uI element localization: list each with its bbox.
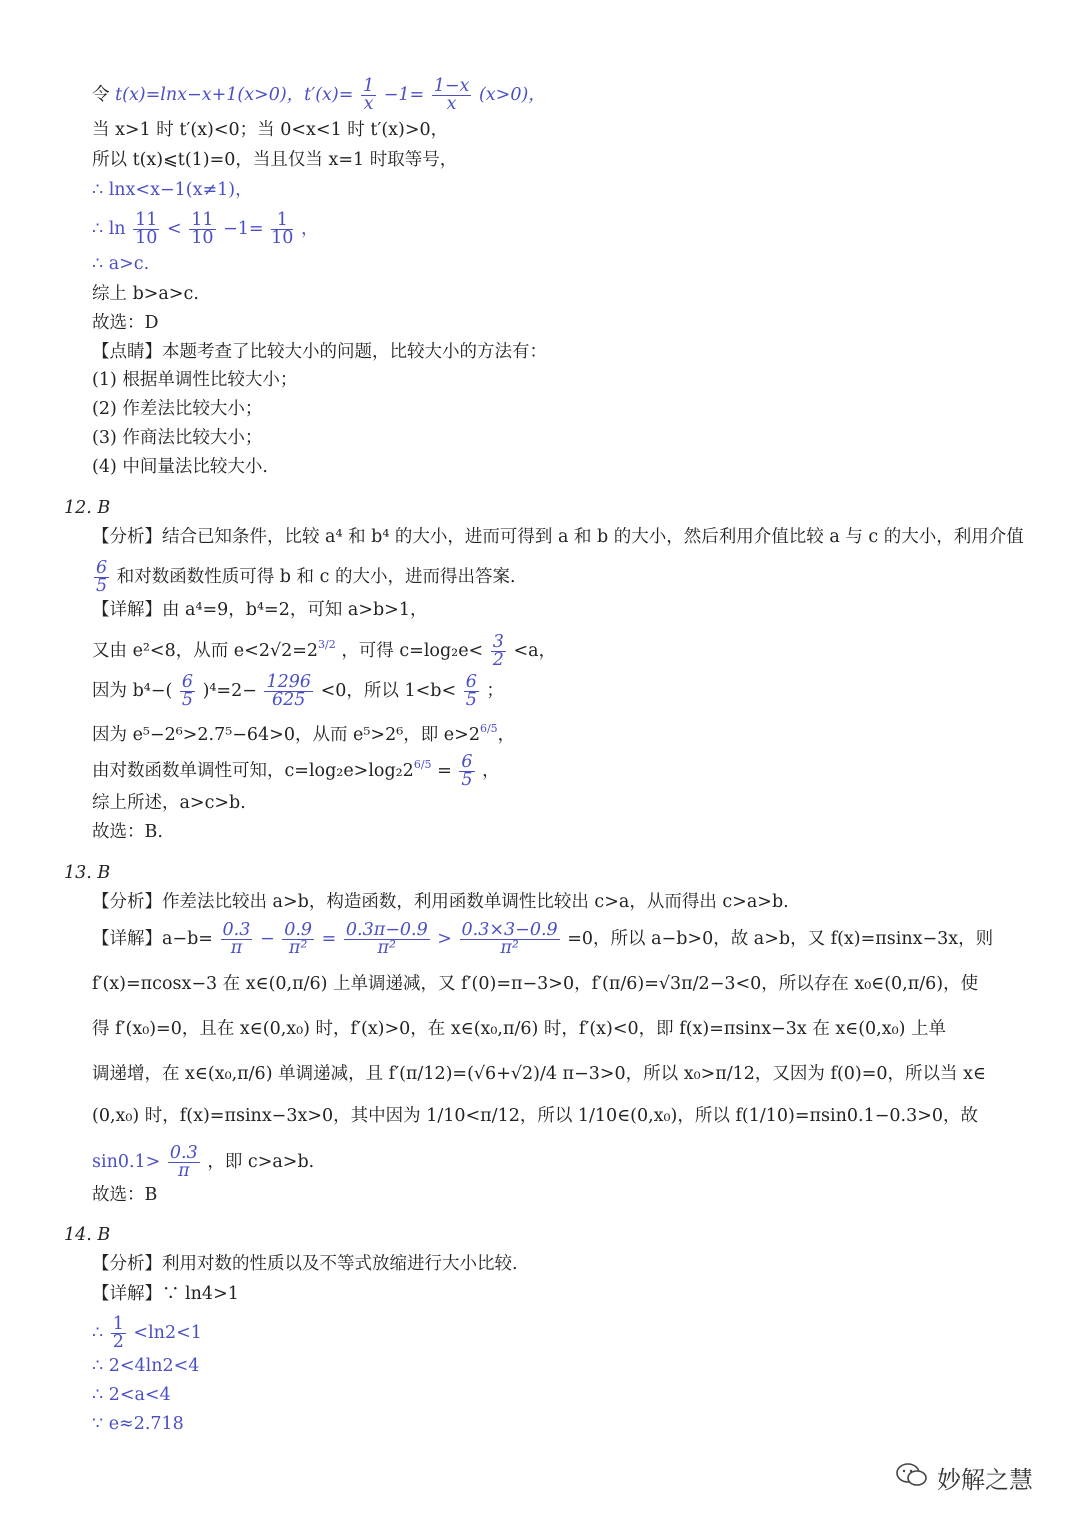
- text: )⁴=2−: [202, 681, 257, 701]
- fraction: [464, 674, 479, 709]
- fraction: [189, 212, 215, 247]
- numerator: 1: [271, 212, 293, 230]
- denominator: 5: [181, 690, 193, 710]
- line-1: [92, 78, 546, 113]
- math: −1=: [383, 85, 425, 105]
- denominator: π²: [377, 938, 397, 958]
- denominator: 5: [461, 770, 473, 790]
- q13-detail-1: [92, 922, 993, 957]
- fraction: [344, 922, 430, 957]
- q12-analysis-1: 【分析】结合已知条件，比较 a⁴ 和 b⁴ 的大小，进而可得到 a 和 b 的大小，然后利用介值比较 a 与 c 的大小，利用介值: [92, 527, 1024, 547]
- q12-detail-3: [92, 674, 504, 709]
- numerator: 1296: [266, 672, 312, 692]
- text: 因为 b⁴−(: [92, 681, 173, 701]
- q14-analysis-1: 【分析】利用对数的性质以及不等式放缩进行大小比较.: [92, 1254, 518, 1274]
- q14-detail-4: ∴ 2<a<4: [92, 1385, 171, 1405]
- text: ∴: [92, 1323, 109, 1343]
- line-4: ∴ lnx<x−1(x≠1)，: [92, 180, 253, 200]
- line-9: 【点睛】本题考查了比较大小的问题，比较大小的方法有：: [92, 342, 547, 362]
- denominator: π²: [500, 938, 519, 958]
- text: 又由 e²<8，从而 e<2√2=2: [92, 641, 319, 661]
- line-12: (3) 作商法比较大小；: [92, 428, 263, 448]
- q13-detail-4: 调递增，在 x∈(x₀,π/6) 单调递减，且 f′(π/12)=(√6+√2)/4 π−3>0，所以 x₀>π/12，又因为 f(0)=0，所以当 x∈: [92, 1064, 986, 1084]
- q14-detail-5: ∵ e≈2.718: [92, 1414, 184, 1434]
- q13-detail-6: [92, 1145, 314, 1180]
- q14-detail-2: [92, 1316, 202, 1351]
- denominator: 5: [96, 576, 108, 596]
- fraction: [491, 634, 506, 669]
- fraction: [168, 1145, 200, 1180]
- text: =: [321, 929, 337, 949]
- fraction: [460, 922, 560, 957]
- line-10: (1) 根据单调性比较大小；: [92, 370, 298, 390]
- q13-analysis-1: 【分析】作差法比较出 a>b，构造函数，利用函数单调性比较出 c>a，从而得出 c>a>b.: [92, 892, 789, 912]
- text: ，即 c>a>b.: [207, 1152, 315, 1172]
- text: <: [167, 219, 182, 239]
- q12-detail-4: [92, 717, 515, 747]
- math: t(x)=lnx−x+1(x>0)，t′(x)=: [115, 85, 354, 105]
- superscript: 6/5: [413, 758, 432, 771]
- text: 由对数函数单调性可知，c=log₂e>log₂2: [92, 761, 414, 781]
- text: −: [259, 929, 275, 949]
- q14-detail-3: ∴ 2<4ln2<4: [92, 1356, 200, 1376]
- text: ，: [301, 219, 319, 239]
- text: sin0.1>: [92, 1152, 161, 1172]
- fraction: [180, 674, 195, 709]
- line-5: [92, 212, 319, 247]
- q13-detail-7: 故选：B: [92, 1185, 158, 1205]
- text: −1=: [223, 219, 264, 239]
- numerator: 0.3: [222, 920, 251, 940]
- denominator: π: [230, 938, 243, 958]
- numerator: 0.3×3−0.9: [461, 920, 558, 940]
- fraction: [282, 922, 314, 957]
- question-13-number: 13. B: [64, 863, 111, 883]
- fraction: [111, 1316, 126, 1351]
- fraction: [133, 212, 159, 247]
- q12-detail-5: [92, 753, 500, 789]
- q13-detail-5: (0,x₀) 时，f(x)=πsinx−3x>0，其中因为 1/10<π/12，所以 1/10∈(0,x₀)，所以 f(1/10)=πsin0.1−0.3>0，故: [92, 1106, 979, 1126]
- superscript: 3/2: [318, 638, 336, 651]
- text: =: [437, 761, 452, 781]
- q14-detail-1: 【详解】∵ ln4>1: [92, 1284, 239, 1304]
- wechat-icon: [895, 1462, 929, 1488]
- line-8: 故选：D: [92, 313, 159, 333]
- fraction: [459, 754, 474, 789]
- q12-detail-6: 综上所述，a>c>b.: [92, 793, 246, 813]
- text: ，可得 c=log₂e<: [341, 641, 484, 661]
- denominator: 5: [465, 690, 477, 710]
- text: >: [437, 929, 452, 949]
- q12-detail-7: 故选：B.: [92, 822, 163, 842]
- denominator: 625: [272, 690, 306, 710]
- line-13: (4) 中间量法比较大小.: [92, 457, 268, 477]
- q12-detail-2: [92, 633, 556, 669]
- question-14-number: 14. B: [64, 1225, 111, 1245]
- line-6: ∴ a>c.: [92, 254, 150, 274]
- q12-analysis-2: [92, 560, 516, 595]
- text: ；: [486, 681, 504, 701]
- text: ∴ ln: [92, 219, 126, 239]
- line-3: 所以 t(x)⩽t(1)=0，当且仅当 x=1 时取等号，: [92, 150, 458, 170]
- superscript: 6/5: [479, 722, 498, 735]
- numerator: 1: [112, 1314, 124, 1334]
- numerator: 11: [135, 210, 158, 230]
- numerator: 0.9: [284, 920, 313, 940]
- fraction: [432, 78, 472, 113]
- text: 令: [92, 85, 110, 105]
- denominator: 10: [191, 228, 214, 248]
- denominator: x: [446, 94, 457, 114]
- text: 【详解】a−b=: [92, 929, 213, 949]
- q13-detail-2: f′(x)=πcosx−3 在 x∈(0,π/6) 上单调递减，又 f′(0)=π−3>0，f′(π/6)=√3π/2−3<0，所以存在 x₀∈(0,π/6)，使: [92, 974, 979, 994]
- text: =0，所以 a−b>0，故 a>b，又 f(x)=πsinx−3x，则: [567, 929, 994, 949]
- fraction: [221, 922, 253, 957]
- numerator: 1−x: [433, 76, 470, 96]
- denominator: 2: [492, 650, 504, 670]
- text: <a，: [513, 641, 557, 661]
- fraction: [264, 674, 313, 709]
- denominator: π: [178, 1161, 190, 1181]
- denominator: 10: [271, 228, 294, 248]
- question-12-number: 12. B: [64, 498, 111, 518]
- numerator: 6: [181, 672, 193, 692]
- q12-detail-1: 【详解】由 a⁴=9，b⁴=2，可知 a>b>1，: [92, 600, 428, 620]
- text: <ln2<1: [133, 1323, 202, 1343]
- text: 和对数函数性质可得 b 和 c 的大小，进而得出答案.: [116, 567, 516, 587]
- line-7: 综上 b>a>c.: [92, 284, 199, 304]
- fraction: [271, 212, 293, 247]
- q13-detail-3: 得 f′(x₀)=0，且在 x∈(0,x₀) 时，f′(x)>0，在 x∈(x₀,π/6) 时，f′(x)<0，即 f(x)=πsinx−3x 在 x∈(0,x₀) 上单: [92, 1019, 947, 1039]
- math: (x>0)，: [478, 85, 546, 105]
- numerator: 6: [465, 672, 477, 692]
- text: ，: [482, 761, 500, 781]
- fraction: [94, 560, 109, 595]
- numerator: 0.3π−0.9: [345, 920, 428, 940]
- fraction: [361, 78, 376, 113]
- text: ，: [497, 725, 516, 745]
- text: 因为 e⁵−2⁶>2.7⁵−64>0，从而 e⁵>2⁶，即 e>2: [92, 725, 480, 745]
- numerator: 6: [96, 558, 108, 578]
- numerator: 3: [492, 632, 504, 652]
- denominator: π²: [288, 938, 308, 958]
- line-11: (2) 作差法比较大小；: [92, 399, 263, 419]
- text: <0，所以 1<b<: [320, 681, 457, 701]
- line-2: 当 x>1 时 t′(x)<0；当 0<x<1 时 t′(x)>0，: [92, 120, 449, 140]
- numerator: 1: [362, 76, 375, 96]
- denominator: x: [363, 94, 374, 114]
- watermark-text: 妙解之慧: [937, 1466, 1033, 1494]
- denominator: 10: [135, 228, 158, 248]
- numerator: 0.3: [169, 1143, 198, 1163]
- denominator: 2: [112, 1332, 124, 1352]
- numerator: 11: [191, 210, 214, 230]
- numerator: 6: [461, 752, 473, 772]
